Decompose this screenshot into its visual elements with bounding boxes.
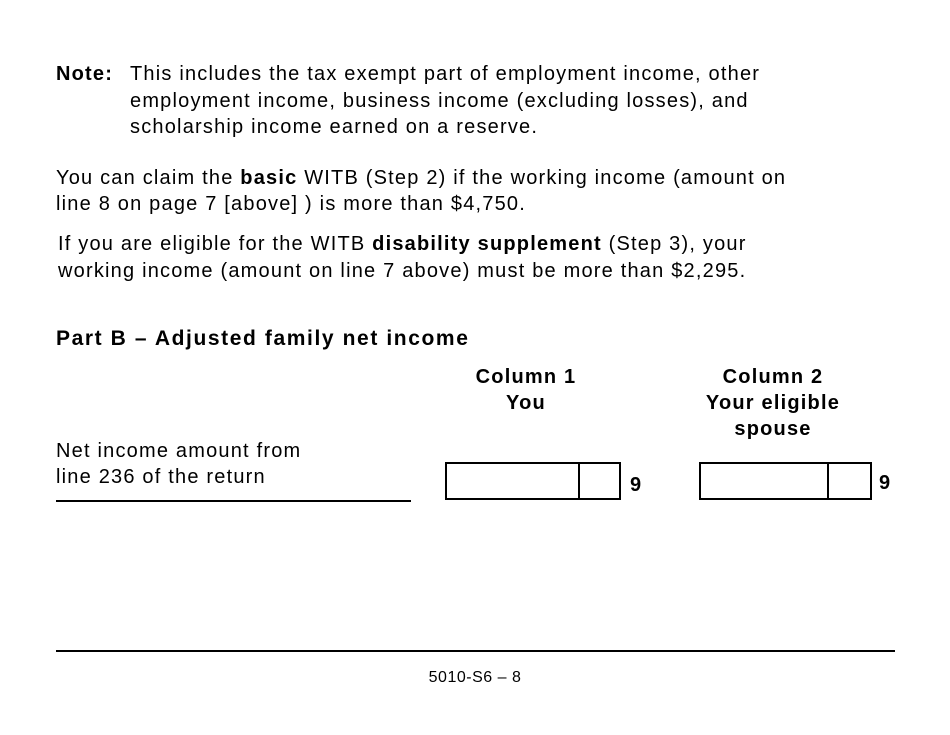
footer-rule <box>56 650 895 652</box>
note-line-2: employment income, business income (excluding losses), and <box>130 90 749 112</box>
column-2-header: Column 2 Your eligible spouse <box>705 366 841 440</box>
disability-para-line-1: If you are eligible for the WITB disability supplement (Step 3), your <box>58 233 747 255</box>
part-b-title: Part B – Adjusted family net income <box>56 327 470 350</box>
column-2-line-number: 9 <box>879 472 891 494</box>
row-label-line-2: line 236 of the return <box>56 466 266 488</box>
column-2-amount-field[interactable] <box>699 462 872 500</box>
note-line-3: scholarship income earned on a reserve. <box>130 116 539 138</box>
basic-para-line-2: line 8 on page 7 [above] ) is more than $4,750. <box>56 193 527 215</box>
page-footer-label: 5010-S6 – 8 <box>428 669 522 686</box>
column-1-header: Column 1 You <box>475 366 577 414</box>
basic-emphasis: basic <box>240 167 298 189</box>
column-1-amount-field[interactable] <box>445 462 621 500</box>
note-line-1: This includes the tax exempt part of employment income, other <box>130 63 761 85</box>
row-label-line-1: Net income amount from <box>56 440 302 462</box>
row-label-underline <box>56 500 411 502</box>
basic-para-line-1: You can claim the basic WITB (Step 2) if the working income (amount on <box>56 167 787 189</box>
column-1-line-number: 9 <box>630 474 642 496</box>
cents-divider <box>578 464 580 498</box>
disability-para-line-2: working income (amount on line 7 above) must be more than $2,295. <box>58 260 747 282</box>
cents-divider <box>827 464 829 498</box>
note-label: Note: <box>56 63 114 85</box>
disability-emphasis: disability supplement <box>372 233 602 255</box>
